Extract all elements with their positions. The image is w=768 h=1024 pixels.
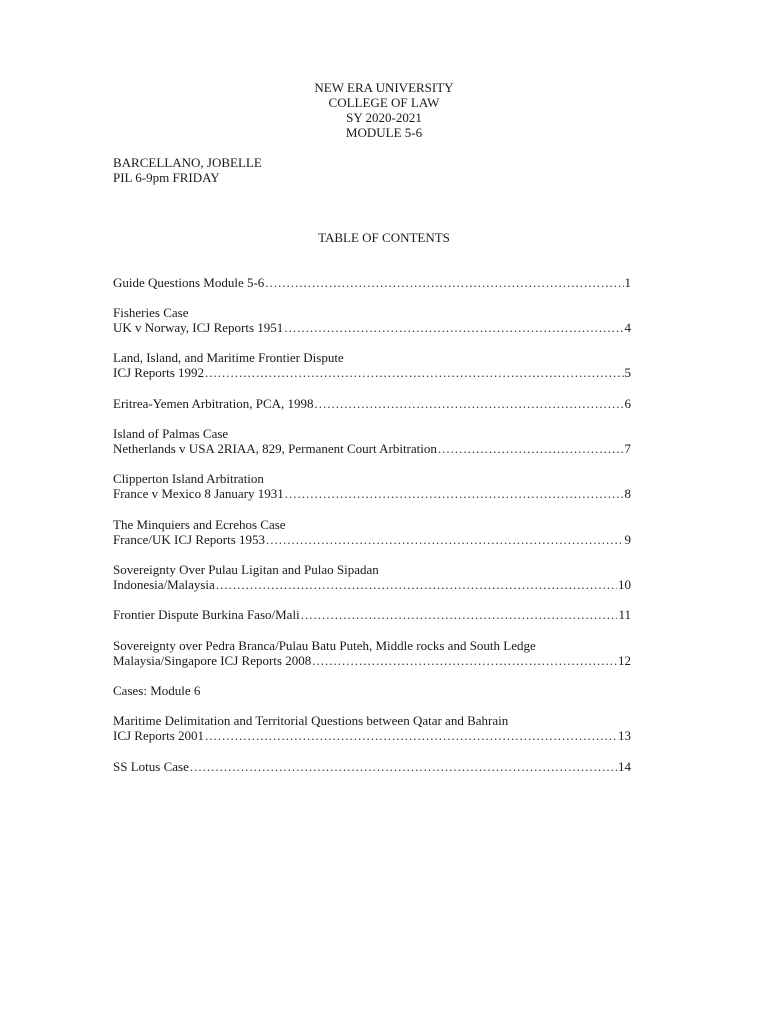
toc-page-number: 12 <box>618 653 631 668</box>
toc-entry-title: Eritrea-Yemen Arbitration, PCA, 1998 <box>113 396 314 411</box>
toc-entry-title: Sovereignty Over Pulau Ligitan and Pulao Sipadan <box>113 562 379 577</box>
toc-title: TABLE OF CONTENTS <box>318 230 450 245</box>
toc-entry <box>113 562 631 592</box>
toc-entry-title: Island of Palmas Case <box>113 426 229 441</box>
dot-leader <box>266 532 623 547</box>
toc-entry-subtitle: ICJ Reports 2001 <box>113 728 204 743</box>
toc-page-number: 1 <box>624 275 631 290</box>
toc-entry <box>113 638 631 668</box>
dot-leader <box>285 486 624 501</box>
dot-leader <box>284 320 623 335</box>
toc-entry <box>113 305 631 335</box>
toc-entry-subtitle: UK v Norway, ICJ Reports 1951 <box>113 320 284 335</box>
toc-page-number: 5 <box>624 365 631 380</box>
toc-entry <box>113 350 631 380</box>
toc-entry <box>113 471 631 501</box>
toc-entry-subtitle: Malaysia/Singapore ICJ Reports 2008 <box>113 653 312 668</box>
dot-leader <box>312 653 617 668</box>
author-info <box>113 155 262 185</box>
toc-entry-subtitle: France v Mexico 8 January 1931 <box>113 486 284 501</box>
toc-section-heading <box>113 683 631 698</box>
toc-entry-title: Clipperton Island Arbitration <box>113 471 264 486</box>
toc-page-number: 9 <box>624 532 631 547</box>
toc-entry-title: Frontier Dispute Burkina Faso/Mali <box>113 607 300 622</box>
author-name: BARCELLANO, JOBELLE <box>113 155 262 170</box>
toc-entry <box>113 396 631 411</box>
dot-leader <box>265 275 623 290</box>
college-name: COLLEGE OF LAW <box>328 95 440 110</box>
dot-leader <box>216 577 617 592</box>
toc-entry-subtitle: Indonesia/Malaysia <box>113 577 215 592</box>
toc-page-number: 10 <box>618 577 631 592</box>
toc-entry <box>113 713 631 743</box>
dot-leader <box>205 365 624 380</box>
toc-entry-title: Sovereignty over Pedra Branca/Pulau Batu Puteh, Middle rocks and South Ledge <box>113 638 536 653</box>
dot-leader <box>438 441 624 456</box>
toc-entry <box>113 517 631 547</box>
module-label: MODULE 5-6 <box>345 125 423 140</box>
dot-leader <box>190 759 617 774</box>
dot-leader <box>315 396 624 411</box>
university-name: NEW ERA UNIVERSITY <box>314 80 454 95</box>
toc-entry-title: The Minquiers and Ecrehos Case <box>113 517 286 532</box>
toc-page-number: 14 <box>618 759 631 774</box>
toc-entry-subtitle: France/UK ICJ Reports 1953 <box>113 532 266 547</box>
toc-entry <box>113 275 631 290</box>
dot-leader <box>301 607 618 622</box>
toc-entry-title: Guide Questions Module 5-6 <box>113 275 265 290</box>
toc-page-number: 11 <box>618 607 631 622</box>
toc-entry-title: Fisheries Case <box>113 305 189 320</box>
toc-entry <box>113 759 631 774</box>
toc-page-number: 7 <box>624 441 631 456</box>
section-heading-text: Cases: Module 6 <box>113 683 201 698</box>
toc-page-number: 4 <box>624 320 631 335</box>
class-schedule: PIL 6-9pm FRIDAY <box>113 170 220 185</box>
toc-page-number: 8 <box>624 486 631 501</box>
school-year: SY 2020-2021 <box>346 110 422 125</box>
toc-entry <box>113 607 631 622</box>
toc-entry-subtitle: Netherlands v USA 2RIAA, 829, Permanent Court Arbitration <box>113 441 437 456</box>
toc-entry-title: Maritime Delimitation and Territorial Questions between Qatar and Bahrain <box>113 713 509 728</box>
toc-entry-title: SS Lotus Case <box>113 759 189 774</box>
toc-page-number: 6 <box>624 396 631 411</box>
toc-entry-subtitle: ICJ Reports 1992 <box>113 365 204 380</box>
document-header <box>0 80 768 140</box>
dot-leader <box>205 728 617 743</box>
toc-page-number: 13 <box>618 728 631 743</box>
toc-entry-title: Land, Island, and Maritime Frontier Dispute <box>113 350 344 365</box>
toc-entry <box>113 426 631 456</box>
